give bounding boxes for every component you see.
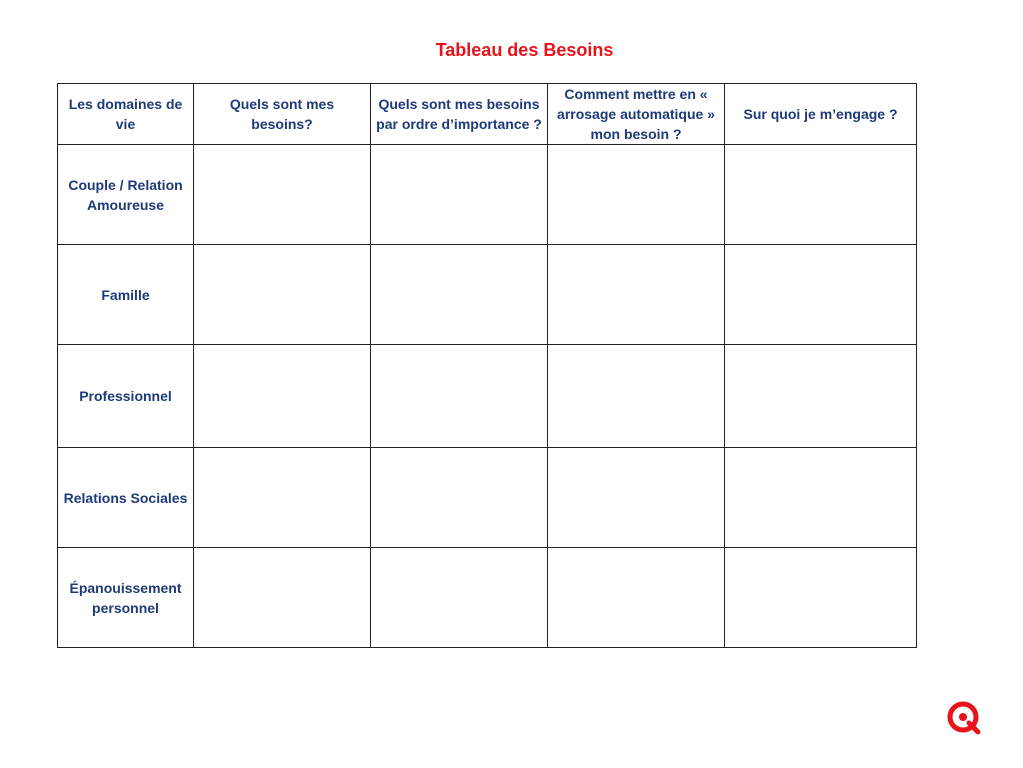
row-domain-label: Épanouissement personnel [58, 548, 194, 648]
table-cell[interactable] [548, 448, 725, 548]
table-cell[interactable] [194, 145, 371, 245]
table-cell[interactable] [725, 548, 917, 648]
row-domain-label: Relations Sociales [58, 448, 194, 548]
table-cell[interactable] [725, 145, 917, 245]
table-row [58, 245, 917, 345]
table-cell[interactable] [548, 145, 725, 245]
row-domain-label: Professionnel [58, 345, 194, 448]
table-cell[interactable] [548, 548, 725, 648]
table-row [58, 548, 917, 648]
header-automatic-watering: Comment mettre en « arrosage automatique » mon besoin ? [548, 84, 725, 145]
header-domains: Les domaines de vie [58, 84, 194, 145]
header-commitment: Sur quoi je m’engage ? [725, 84, 917, 145]
q-logo-icon [946, 700, 982, 736]
table-row [58, 345, 917, 448]
table-cell[interactable] [194, 245, 371, 345]
table-row [58, 145, 917, 245]
table-cell[interactable] [371, 145, 548, 245]
table-cell[interactable] [194, 448, 371, 548]
table-cell[interactable] [194, 548, 371, 648]
table-cell[interactable] [371, 245, 548, 345]
table-cell[interactable] [548, 345, 725, 448]
table-header-row [58, 84, 917, 145]
table-cell[interactable] [725, 345, 917, 448]
page-title: Tableau des Besoins [435, 40, 614, 60]
table-cell[interactable] [548, 245, 725, 345]
header-needs: Quels sont mes besoins? [194, 84, 371, 145]
table-cell[interactable] [371, 345, 548, 448]
table-cell[interactable] [194, 345, 371, 448]
table-cell[interactable] [371, 448, 548, 548]
header-needs-priority: Quels sont mes besoins par ordre d’importance ? [371, 84, 548, 145]
row-domain-label: Couple / Relation Amoureuse [58, 145, 194, 245]
table-cell[interactable] [371, 548, 548, 648]
table-cell[interactable] [725, 245, 917, 345]
table-cell[interactable] [725, 448, 917, 548]
needs-table [57, 83, 917, 648]
table-row [58, 448, 917, 548]
row-domain-label: Famille [58, 245, 194, 345]
